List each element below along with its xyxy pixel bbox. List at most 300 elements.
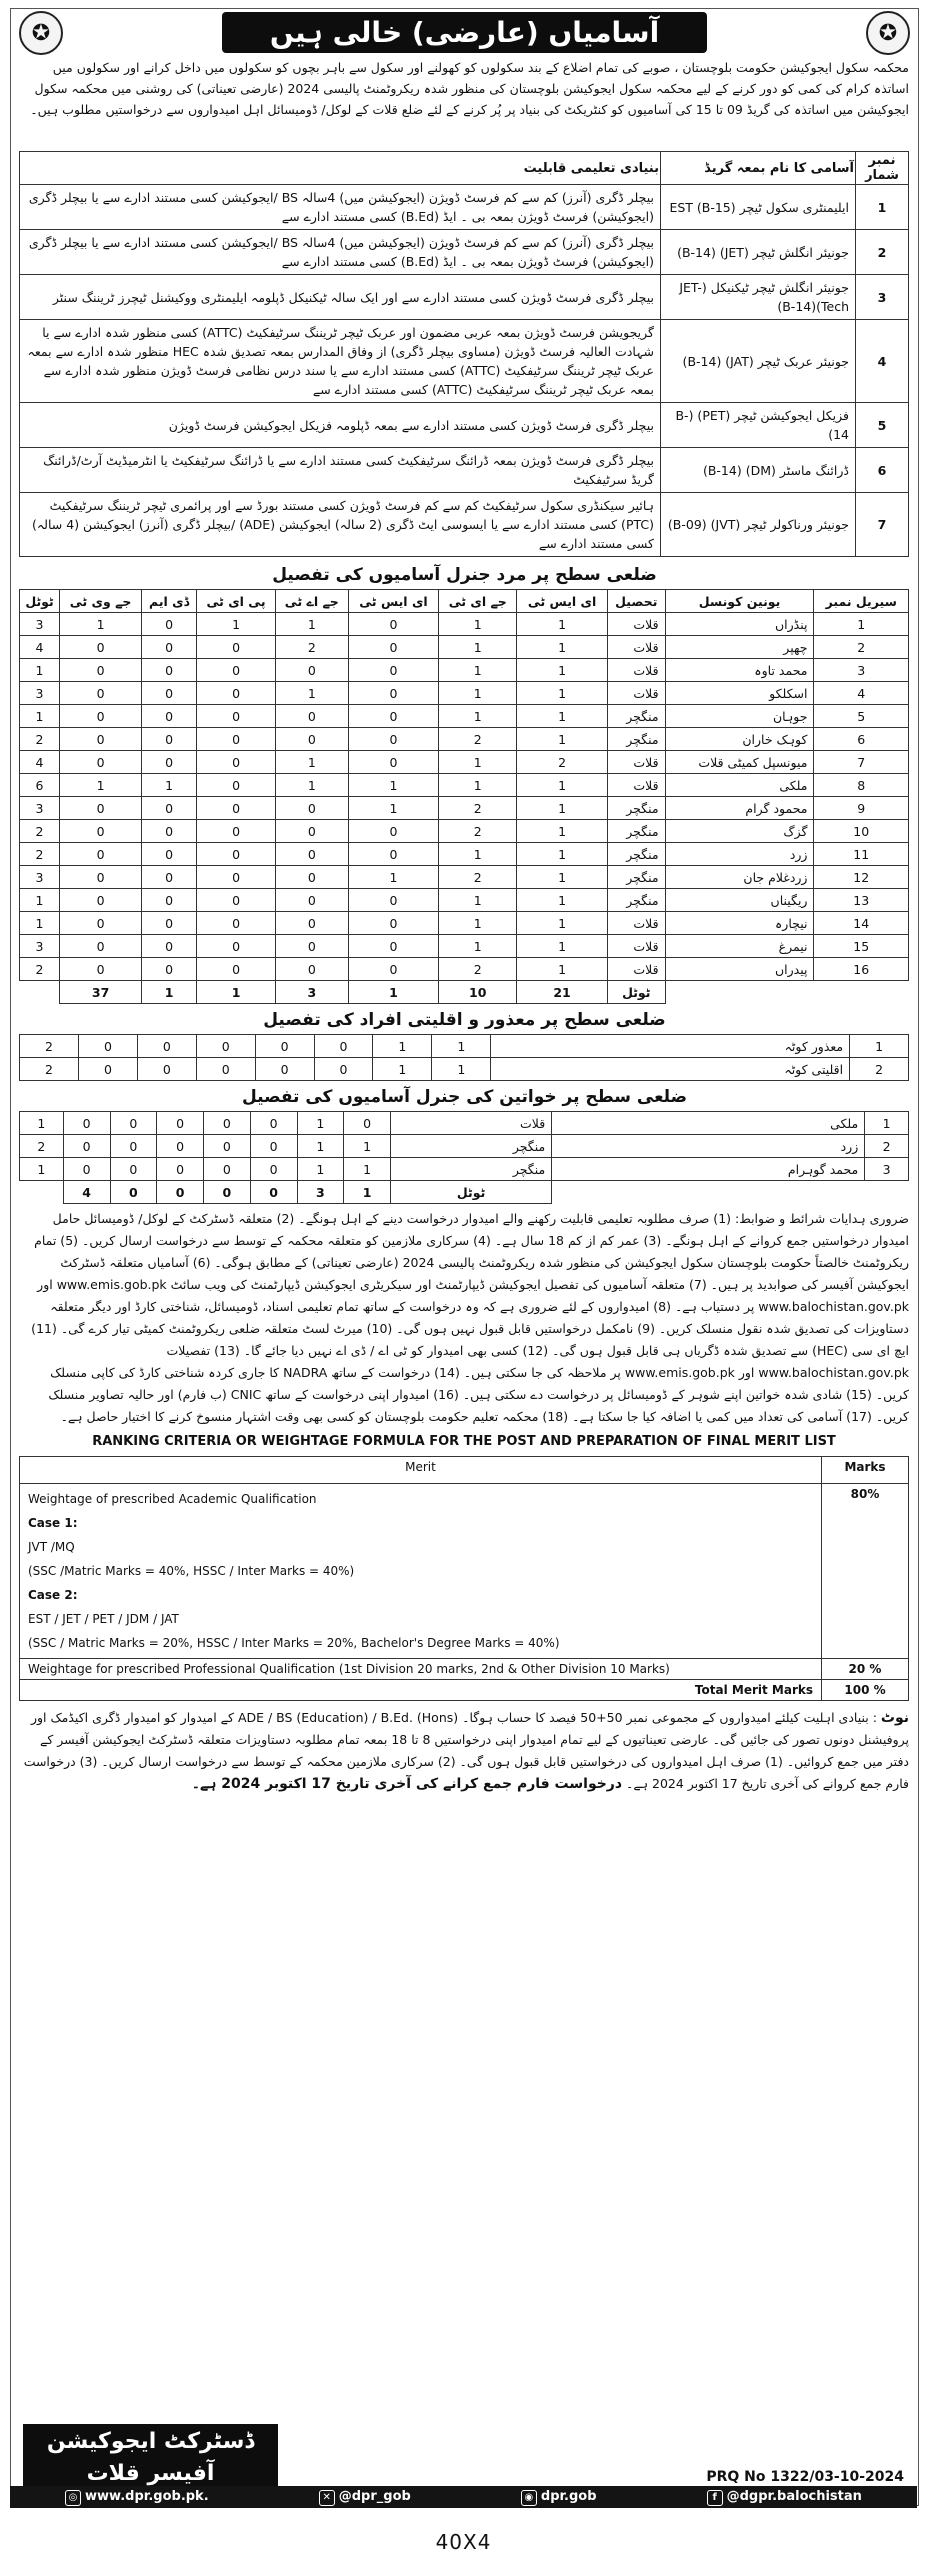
professional-criteria: Weightage for prescribed Professional Qualification (1st Division 20 marks, 2nd & Other Division 10 Marks) xyxy=(20,1659,822,1680)
male-cell: 0 xyxy=(197,636,276,659)
male-cell: 1 xyxy=(348,774,439,797)
male-cell: 1 xyxy=(439,636,517,659)
disabled-cell: 1 xyxy=(432,1035,491,1058)
female-total-label: ٹوٹل xyxy=(391,1181,552,1204)
footer-twitter[interactable] xyxy=(319,2489,411,2506)
post-row xyxy=(20,403,909,448)
male-cell: قلات xyxy=(607,958,665,981)
female-row xyxy=(20,1158,909,1181)
signature-line2: آفیسر قلات xyxy=(86,2461,215,2486)
male-header-row xyxy=(20,590,909,613)
male-cell: 12 xyxy=(814,866,909,889)
deadline-text: درخواست فارم جمع کرانے کی آخری تاریخ 17 اکتوبر 2024 ہے۔ xyxy=(191,1776,623,1792)
female-total-row xyxy=(20,1181,909,1204)
post-qualification: بیچلر ڈگری (آنرز) کم سے کم فرسٹ ڈویژن (ایجوکیشن میں) 4سالہ BS /ایجوکیشن کسی مستند ادارے سے یا بیچلر ڈگری (ایجوکیشن) فرسٹ ڈویژن بمعہ بی ۔ ایڈ (B.Ed) کسی مستند ادارے سے xyxy=(20,185,661,230)
prq-number: PRQ No 1322/03-10-2024 xyxy=(706,2469,904,2485)
male-cell: 1 xyxy=(439,613,517,636)
facebook-icon: f xyxy=(707,2490,723,2506)
male-row xyxy=(20,935,909,958)
male-col-header: جے اے ٹی xyxy=(276,590,348,613)
male-cell: 4 xyxy=(20,751,60,774)
disabled-section-title: ضلعی سطح پر معذور و اقلیتی افراد کی تفصیل xyxy=(263,1010,666,1030)
male-cell: 0 xyxy=(142,636,197,659)
male-col-header: یونین کونسل xyxy=(665,590,814,613)
advertisement xyxy=(10,8,919,2506)
male-cell: 0 xyxy=(197,866,276,889)
male-cell: 4 xyxy=(814,682,909,705)
ranking-table xyxy=(19,1456,909,1701)
male-cell: 3 xyxy=(20,935,60,958)
male-cell: 0 xyxy=(197,682,276,705)
male-cell: قلات xyxy=(607,613,665,636)
disabled-cell: 0 xyxy=(255,1058,314,1081)
male-row xyxy=(20,659,909,682)
male-cell: 2 xyxy=(20,843,60,866)
male-row xyxy=(20,797,909,820)
female-cell: 0 xyxy=(63,1135,110,1158)
male-cell: منگچر xyxy=(607,866,665,889)
post-qualification: بیچلر ڈگری فرسٹ ڈویژن بمعہ ڈرائنگ سرٹیفکیٹ کسی مستند ادارے سے یا ڈرائنگ سرٹیفکیٹ یا انٹرمیڈیٹ آرٹ/ڈرائنگ گریڈ سرٹیفکیٹ xyxy=(20,448,661,493)
male-col-header: سیریل نمبر xyxy=(814,590,909,613)
male-cell: 0 xyxy=(276,935,348,958)
post-name: جونیئر ورناکولر ٹیچر (JVT) (B-09) xyxy=(661,493,856,557)
male-cell: 1 xyxy=(517,705,608,728)
post-number: 1 xyxy=(856,185,909,230)
male-row xyxy=(20,958,909,981)
female-total-cell: 0 xyxy=(157,1181,204,1204)
female-section-title: ضلعی سطح پر خواتین کی جنرل آسامیوں کی تفصیل xyxy=(241,1087,688,1107)
posts-header-row xyxy=(20,152,909,185)
disabled-posts-table xyxy=(19,1034,909,1081)
male-cell: 2 xyxy=(439,958,517,981)
disabled-cell: 2 xyxy=(20,1058,79,1081)
male-cell: 1 xyxy=(517,613,608,636)
male-cell: 0 xyxy=(197,705,276,728)
male-cell: 3 xyxy=(20,866,60,889)
male-cell: 0 xyxy=(348,636,439,659)
female-cell: 0 xyxy=(204,1112,251,1135)
female-cell: 0 xyxy=(110,1135,157,1158)
male-cell: 1 xyxy=(276,751,348,774)
disabled-cell: 1 xyxy=(373,1058,432,1081)
male-col-header: پی ای ٹی xyxy=(197,590,276,613)
male-cell: زرد xyxy=(665,843,814,866)
male-cell: 2 xyxy=(20,958,60,981)
disabled-cell: 0 xyxy=(79,1035,138,1058)
male-cell: 1 xyxy=(517,935,608,958)
disabled-row xyxy=(20,1035,909,1058)
male-row xyxy=(20,728,909,751)
male-cell: 1 xyxy=(517,889,608,912)
female-cell: 0 xyxy=(157,1135,204,1158)
post-number: 5 xyxy=(856,403,909,448)
ad-title: آسامیاں (عارضی) خالی ہیں xyxy=(222,12,707,53)
female-row xyxy=(20,1112,909,1135)
male-cell: پنڈراں xyxy=(665,613,814,636)
male-cell: چھپر xyxy=(665,636,814,659)
disabled-cell: 0 xyxy=(255,1035,314,1058)
female-cell: 0 xyxy=(63,1112,110,1135)
male-row xyxy=(20,613,909,636)
female-cell: 1 xyxy=(20,1158,64,1181)
blank-cell xyxy=(552,1181,865,1204)
female-cell: منگچر xyxy=(391,1135,552,1158)
male-total-cell: 10 xyxy=(439,981,517,1004)
disabled-cell: 1 xyxy=(850,1035,909,1058)
female-cell: 3 xyxy=(865,1158,909,1181)
male-cell: 1 xyxy=(60,774,142,797)
male-cell: 1 xyxy=(276,682,348,705)
male-cell: 1 xyxy=(60,613,142,636)
posts-table xyxy=(19,151,909,557)
male-cell: محمود گرام xyxy=(665,797,814,820)
male-cell: 16 xyxy=(814,958,909,981)
male-cell: منگچر xyxy=(607,728,665,751)
total-merit-label: Total Merit Marks xyxy=(20,1680,822,1701)
female-total-cell: 0 xyxy=(250,1181,297,1204)
disabled-cell: اقلیتی کوٹہ xyxy=(491,1058,850,1081)
male-total-cell: 21 xyxy=(517,981,608,1004)
intro-paragraph: محکمہ سکول ایجوکیشن حکومت بلوچستان ، صوبے کی تمام اضلاع کے بند سکولوں کو کھولنے اور سکول سے باہر بچوں کو سکولوں میں داخل کرانے اور سکولوں میں اساتذہ کرام کی کمی کو دور کرنے کے لیے محکمہ سکول ایجوکیشن بلوچستان کی منظور شدہ ریکروٹمنٹ پالیسی 2024 (عارضی تعیناتی) کی روشنی میں محکمہ سکول ایجوکیشن میں اساتذہ کی گریڈ 09 تا 15 کی آسامیوں کو کنٹریکٹ کی بنیاد پر پُر کرنے کے لئے ضلع قلات کے لوکل/ ڈومیسائل اہل امیدواروں سے درخواستیں مطلوب ہیں۔ xyxy=(30,60,909,117)
male-cell: 0 xyxy=(142,820,197,843)
male-cell: ریگیناں xyxy=(665,889,814,912)
male-cell: 0 xyxy=(60,751,142,774)
disabled-cell: 1 xyxy=(373,1035,432,1058)
male-cell: 5 xyxy=(814,705,909,728)
male-cell: منگچر xyxy=(607,705,665,728)
post-row xyxy=(20,185,909,230)
male-cell: پیدراں xyxy=(665,958,814,981)
male-cell: گزگ xyxy=(665,820,814,843)
male-cell: 2 xyxy=(20,820,60,843)
male-cell: 3 xyxy=(20,797,60,820)
male-col-header: جے ای ٹی xyxy=(439,590,517,613)
male-cell: 1 xyxy=(276,774,348,797)
male-cell: 0 xyxy=(276,889,348,912)
male-col-header: ای ایس ٹی xyxy=(517,590,608,613)
male-row xyxy=(20,682,909,705)
male-cell: 0 xyxy=(142,751,197,774)
notes xyxy=(19,1707,909,1795)
female-cell: 0 xyxy=(204,1135,251,1158)
male-posts-table xyxy=(19,589,909,1004)
male-cell: 0 xyxy=(276,866,348,889)
male-cell: 0 xyxy=(348,820,439,843)
case1-label: Case 1: xyxy=(28,1516,78,1530)
disabled-cell: 2 xyxy=(20,1035,79,1058)
male-cell: 0 xyxy=(142,889,197,912)
female-cell: 1 xyxy=(297,1135,344,1158)
male-cell: 1 xyxy=(20,889,60,912)
female-cell: 1 xyxy=(297,1112,344,1135)
male-cell: 0 xyxy=(60,728,142,751)
male-cell: 0 xyxy=(276,705,348,728)
male-cell: 1 xyxy=(439,935,517,958)
male-cell: 0 xyxy=(142,958,197,981)
male-cell: 0 xyxy=(60,889,142,912)
female-cell: 1 xyxy=(20,1112,64,1135)
male-cell: 0 xyxy=(60,659,142,682)
male-cell: 0 xyxy=(197,958,276,981)
female-total-cell: 3 xyxy=(297,1181,344,1204)
male-cell: 1 xyxy=(20,912,60,935)
male-cell: 1 xyxy=(348,866,439,889)
male-cell: 0 xyxy=(348,958,439,981)
female-cell: 0 xyxy=(250,1158,297,1181)
male-cell: 1 xyxy=(276,613,348,636)
case1-posts: JVT /MQ xyxy=(28,1540,75,1554)
male-cell: 0 xyxy=(348,705,439,728)
male-total-cell: 1 xyxy=(142,981,197,1004)
male-cell: 1 xyxy=(517,774,608,797)
female-cell: 0 xyxy=(110,1158,157,1181)
male-cell: 1 xyxy=(20,705,60,728)
male-row xyxy=(20,866,909,889)
post-number: 2 xyxy=(856,230,909,275)
male-cell: 6 xyxy=(814,728,909,751)
female-cell: 0 xyxy=(250,1112,297,1135)
male-cell: 0 xyxy=(197,659,276,682)
male-cell: 2 xyxy=(276,636,348,659)
male-cell: 0 xyxy=(197,889,276,912)
male-cell: 0 xyxy=(60,705,142,728)
col-qualification: بنیادی تعلیمی قابلیت xyxy=(20,152,661,185)
male-cell: 0 xyxy=(197,797,276,820)
post-qualification: بیچلر ڈگری فرسٹ ڈویژن کسی مستند ادارے سے اور ایک سالہ ٹیکنیکل ڈپلومہ ایلیمنٹری ووکیشنل ٹیچرز ٹریننگ سنٹر xyxy=(20,275,661,320)
female-cell: 0 xyxy=(157,1112,204,1135)
govt-emblem-right-icon: ✪ xyxy=(866,11,910,55)
female-total-cell: 1 xyxy=(344,1181,391,1204)
female-total-cell: 0 xyxy=(110,1181,157,1204)
blank-cell xyxy=(814,981,909,1004)
male-cell: 0 xyxy=(348,912,439,935)
male-cell: قلات xyxy=(607,751,665,774)
professional-marks: 20 % xyxy=(822,1659,909,1680)
male-cell: 0 xyxy=(142,935,197,958)
male-total-cell: 3 xyxy=(276,981,348,1004)
male-cell: 0 xyxy=(348,728,439,751)
male-cell: 1 xyxy=(517,958,608,981)
instagram-text: dpr.gob xyxy=(540,2488,597,2504)
female-posts-table xyxy=(19,1111,909,1204)
footer-instagram[interactable] xyxy=(521,2489,597,2506)
male-cell: 0 xyxy=(142,682,197,705)
marks-header: Marks xyxy=(822,1457,909,1484)
male-cell: 1 xyxy=(517,659,608,682)
female-total-cell: 0 xyxy=(204,1181,251,1204)
male-cell: قلات xyxy=(607,636,665,659)
male-cell: 1 xyxy=(517,820,608,843)
male-cell: 1 xyxy=(439,843,517,866)
female-cell: منگچر xyxy=(391,1158,552,1181)
academic-marks: 80% xyxy=(822,1484,909,1659)
male-cell: 0 xyxy=(276,820,348,843)
male-cell: 7 xyxy=(814,751,909,774)
signature-box xyxy=(23,2424,278,2494)
male-cell: 0 xyxy=(276,797,348,820)
disabled-cell: 0 xyxy=(79,1058,138,1081)
male-col-header: ڈی ایم xyxy=(142,590,197,613)
post-row xyxy=(20,230,909,275)
male-cell: 1 xyxy=(439,912,517,935)
male-cell: 0 xyxy=(60,636,142,659)
male-cell: قلات xyxy=(607,682,665,705)
male-cell: 1 xyxy=(439,889,517,912)
disabled-cell: 0 xyxy=(196,1035,255,1058)
male-cell: 0 xyxy=(348,682,439,705)
total-merit-marks: 100 % xyxy=(822,1680,909,1701)
male-cell: ملکی xyxy=(665,774,814,797)
male-cell: نیچارہ xyxy=(665,912,814,935)
female-cell: زرد xyxy=(552,1135,865,1158)
academic-criteria xyxy=(20,1484,822,1659)
female-cell: قلات xyxy=(391,1112,552,1135)
case2-detail: (SSC / Matric Marks = 20%, HSSC / Inter Marks = 20%, Bachelor's Degree Marks = 40%) xyxy=(28,1636,560,1650)
female-cell: 1 xyxy=(297,1158,344,1181)
male-row xyxy=(20,636,909,659)
male-cell: 0 xyxy=(348,613,439,636)
male-row xyxy=(20,705,909,728)
male-cell: 1 xyxy=(517,797,608,820)
disabled-row xyxy=(20,1058,909,1081)
male-cell: 0 xyxy=(142,728,197,751)
male-cell: 14 xyxy=(814,912,909,935)
male-cell: 0 xyxy=(276,912,348,935)
post-row xyxy=(20,448,909,493)
male-cell: 2 xyxy=(814,636,909,659)
male-row xyxy=(20,889,909,912)
male-total-row xyxy=(20,981,909,1004)
female-cell: 1 xyxy=(344,1135,391,1158)
male-cell: 1 xyxy=(517,728,608,751)
note-label: نوٹ xyxy=(880,1710,909,1726)
male-row xyxy=(20,820,909,843)
male-cell: منگچر xyxy=(607,797,665,820)
male-col-header: جے وی ٹی xyxy=(60,590,142,613)
male-cell: 2 xyxy=(439,728,517,751)
post-row xyxy=(20,320,909,403)
male-cell: 15 xyxy=(814,935,909,958)
male-cell: 0 xyxy=(142,659,197,682)
col-post: آسامی کا نام بمعہ گریڈ xyxy=(661,152,856,185)
male-cell: جوہان xyxy=(665,705,814,728)
male-cell: 2 xyxy=(439,797,517,820)
male-cell: 0 xyxy=(60,912,142,935)
male-cell: 0 xyxy=(142,843,197,866)
male-cell: 0 xyxy=(60,797,142,820)
male-total-cell: 1 xyxy=(348,981,439,1004)
male-cell: 0 xyxy=(60,935,142,958)
female-cell: 0 xyxy=(250,1135,297,1158)
footer-website[interactable] xyxy=(65,2489,209,2506)
note-text: : بنیادی اہلیت کیلئے امیدواروں کے مجموعی نمبر 50+50 فیصد کا حساب ہوگا۔ ADE / BS (Education) / B.Ed. (Hons) کے امیدوار کو امیدوار ڈگری اکیڈمک اور پروفیشنل دونوں تصور کی جائیں گی۔ عارضی تعیناتیوں کے لیے تمام امیدوار اپنی درخواستیں 8 تا 18 بمعہ تمام مطلوبہ دستاویزات متعلقہ ڈسٹرکٹ ایجوکیشن آفیسر کے دفتر میں جمع کروائیں۔ (1) صرف اہل امیدواروں کی درخواستیں قابل قبول ہوں گی۔ (2) سرکاری ملازمین محکمہ کے توسط سے درخواست ارسال کریں۔ (3) درخواست فارم جمع کروانے کی آخری تاریخ 17 اکتوبر 2024 ہے۔ xyxy=(23,1710,909,1791)
male-cell: کوہک خاران xyxy=(665,728,814,751)
male-cell: 1 xyxy=(517,912,608,935)
disabled-cell: 2 xyxy=(850,1058,909,1081)
male-cell: قلات xyxy=(607,659,665,682)
instagram-icon: ◉ xyxy=(521,2490,537,2506)
male-cell: 3 xyxy=(20,682,60,705)
female-cell: ملکی xyxy=(552,1112,865,1135)
post-qualification: ہائیر سیکنڈری سکول سرٹیفکیٹ کم سے کم فرسٹ ڈویژن کسی مستند بورڈ سے اور پرائمری ٹیچر ٹریننگ سرٹیفکیٹ (PTC) کسی مستند ادارے سے یا ایسوسی ایٹ ڈگری (2 سالہ) ایجوکیشن (ADE) /بیچلر ڈگری (آنرز) ایجوکیشن (4 سالہ) کسی مستند ادارے سے xyxy=(20,493,661,557)
female-cell: 0 xyxy=(157,1158,204,1181)
male-cell: 0 xyxy=(142,797,197,820)
website-text: www.dpr.gob.pk. xyxy=(85,2488,209,2504)
male-cell: 10 xyxy=(814,820,909,843)
male-cell: 0 xyxy=(276,958,348,981)
male-cell: 1 xyxy=(348,797,439,820)
male-row xyxy=(20,912,909,935)
male-col-header: تحصیل xyxy=(607,590,665,613)
footer-facebook[interactable] xyxy=(707,2489,862,2506)
male-row xyxy=(20,774,909,797)
title-bar xyxy=(11,9,918,55)
female-cell: 0 xyxy=(110,1112,157,1135)
male-cell: منگچر xyxy=(607,820,665,843)
male-cell: 0 xyxy=(197,774,276,797)
male-cell: 0 xyxy=(60,682,142,705)
female-cell: محمد گوہرام xyxy=(552,1158,865,1181)
male-cell: 4 xyxy=(20,636,60,659)
twitter-text: @dpr_gob xyxy=(338,2488,411,2504)
ranking-title: RANKING CRITERIA OR WEIGHTAGE FORMULA FOR THE POST AND PREPARATION OF FINAL MERIT LIST xyxy=(92,1434,836,1449)
disabled-cell: 0 xyxy=(314,1058,373,1081)
male-cell: 1 xyxy=(439,682,517,705)
male-cell: منگچر xyxy=(607,843,665,866)
male-cell: 0 xyxy=(348,659,439,682)
male-cell: 1 xyxy=(197,613,276,636)
male-cell: میونسپل کمیٹی قلات xyxy=(665,751,814,774)
male-cell: 0 xyxy=(142,912,197,935)
female-cell: 1 xyxy=(865,1112,909,1135)
post-row xyxy=(20,275,909,320)
male-cell: 0 xyxy=(348,889,439,912)
footer-bar xyxy=(10,2486,917,2508)
male-cell: اسکلکو xyxy=(665,682,814,705)
male-cell: 2 xyxy=(517,751,608,774)
male-col-header: ای ایس ٹی xyxy=(348,590,439,613)
blank-cell xyxy=(665,981,814,1004)
male-cell: 0 xyxy=(276,728,348,751)
male-cell: 1 xyxy=(517,843,608,866)
female-cell: 0 xyxy=(63,1158,110,1181)
male-cell: 0 xyxy=(348,751,439,774)
male-cell: 0 xyxy=(142,613,197,636)
post-name: جونیئر انگلش ٹیچر ٹیکنیکل (JET-Tech)(B-14) xyxy=(661,275,856,320)
size-caption: 40X4 xyxy=(435,2530,492,2554)
male-cell: زردغلام جان xyxy=(665,866,814,889)
female-row xyxy=(20,1135,909,1158)
male-cell: 0 xyxy=(60,958,142,981)
merit-header: Merit xyxy=(20,1457,822,1484)
disabled-cell: 0 xyxy=(314,1035,373,1058)
twitter-icon: ✕ xyxy=(319,2490,335,2506)
male-cell: 3 xyxy=(814,659,909,682)
male-cell: 0 xyxy=(197,751,276,774)
male-cell: 0 xyxy=(142,866,197,889)
case1-detail: (SSC /Matric Marks = 40%, HSSC / Inter Marks = 40%) xyxy=(28,1564,355,1578)
male-total-label: ٹوٹل xyxy=(607,981,665,1004)
post-number: 6 xyxy=(856,448,909,493)
female-cell: 2 xyxy=(865,1135,909,1158)
male-cell: 1 xyxy=(439,751,517,774)
disabled-cell: 0 xyxy=(137,1035,196,1058)
male-cell: 1 xyxy=(517,682,608,705)
male-total-cell: 1 xyxy=(197,981,276,1004)
disabled-cell: معذور کوٹہ xyxy=(491,1035,850,1058)
male-cell: 0 xyxy=(197,843,276,866)
male-cell: 0 xyxy=(60,843,142,866)
